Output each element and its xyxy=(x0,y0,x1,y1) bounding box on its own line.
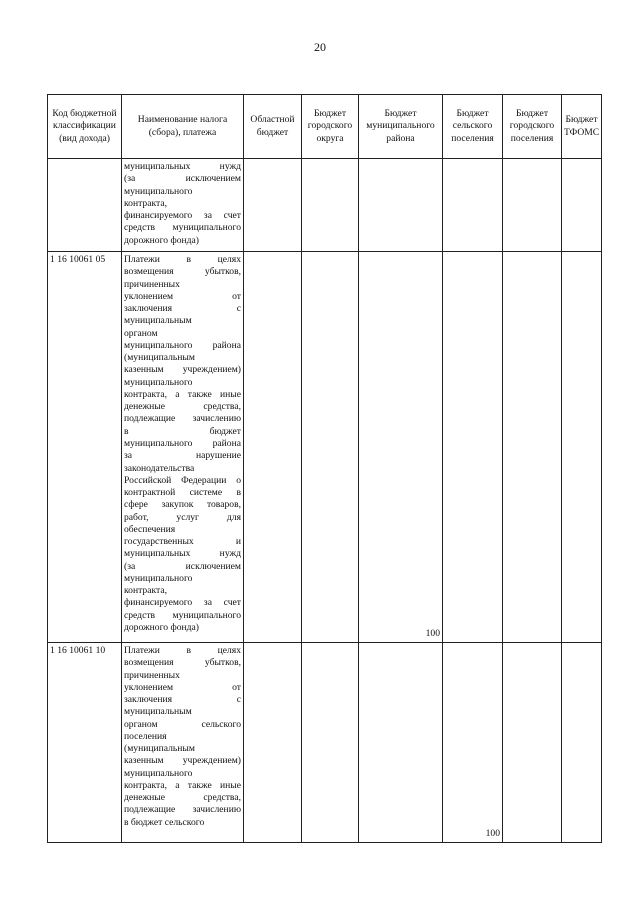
name-line: муниципальных нужд xyxy=(124,161,241,172)
cell-municipal-district xyxy=(359,159,443,252)
name-line: контракта, xyxy=(124,197,167,209)
cell-regional xyxy=(244,252,302,643)
row-code xyxy=(48,159,122,252)
name-line: уклонением от xyxy=(124,681,241,693)
header-municipal-district-budget: Бюджет муниципального района xyxy=(359,95,443,159)
name-line: причиненных xyxy=(124,669,180,681)
name-line: заключения с xyxy=(124,694,241,706)
name-line: работ, услуг для xyxy=(124,511,241,523)
name-line: законодательства xyxy=(124,462,195,474)
name-line: (муниципальным xyxy=(124,352,195,364)
name-line: Платежи в целях xyxy=(124,254,241,265)
name-line: средств муниципального xyxy=(124,609,241,621)
page-number: 20 xyxy=(314,40,326,54)
row-name xyxy=(122,252,244,643)
cell-city-district xyxy=(302,159,359,252)
cell-regional xyxy=(244,159,302,252)
cell-tfoms xyxy=(562,252,602,643)
name-line: Платежи в целях xyxy=(124,645,241,656)
name-line: муниципальным xyxy=(124,706,192,718)
table-row xyxy=(48,159,602,252)
table-row xyxy=(48,252,602,643)
header-code: Код бюджетной классификации (вид дохода) xyxy=(48,95,122,159)
name-line: органом xyxy=(124,327,158,339)
cell-tfoms xyxy=(562,159,602,252)
row-name xyxy=(122,643,244,843)
header-name: Наименование налога (сбора), платежа xyxy=(122,95,244,159)
row-code: 1 16 10061 05 xyxy=(48,252,122,643)
name-line: причиненных xyxy=(124,278,180,290)
name-line: контрактной системе в xyxy=(124,487,241,499)
name-line: уклонением от xyxy=(124,290,241,302)
name-line: муниципальным xyxy=(124,315,192,327)
name-line: государственных и xyxy=(124,536,241,548)
name-line: контракта, xyxy=(124,585,167,597)
cell-city-district xyxy=(302,252,359,643)
name-line: муниципального xyxy=(124,185,193,197)
name-line: финансируемого за счет xyxy=(124,597,241,609)
name-line: поселения xyxy=(124,730,167,742)
header-city-district-budget: Бюджет городского округа xyxy=(302,95,359,159)
name-line: контракта, а также иные xyxy=(124,779,241,791)
name-line: муниципального района xyxy=(124,437,241,449)
cell-urban-settlement xyxy=(503,643,562,843)
name-line: подлежащие зачислению xyxy=(124,413,241,425)
cell-urban-settlement xyxy=(503,159,562,252)
name-line: казенным учреждением) xyxy=(124,364,241,376)
name-line: за нарушение xyxy=(124,450,241,462)
header-urban-settlement-budget: Бюджет городского поселения xyxy=(503,95,562,159)
name-line: органом сельского xyxy=(124,718,241,730)
header-regional-budget: Областной бюджет xyxy=(244,95,302,159)
name-line: муниципального района xyxy=(124,339,241,351)
name-line: дорожного фонда) xyxy=(124,621,199,633)
name-line: денежные средства, xyxy=(124,792,241,804)
header-tfoms-budget: Бюджет ТФОМС xyxy=(562,95,602,159)
name-line: заключения с xyxy=(124,303,241,315)
name-line: сфере закупок товаров, xyxy=(124,499,241,511)
cell-rural-settlement xyxy=(443,252,503,643)
cell-tfoms xyxy=(562,643,602,843)
name-line: казенным учреждением) xyxy=(124,755,241,767)
cell-rural-settlement: 100 xyxy=(443,643,503,843)
name-line: в бюджет сельского xyxy=(124,816,205,828)
cell-regional xyxy=(244,643,302,843)
name-line: муниципального xyxy=(124,767,193,779)
name-line: (за исключением xyxy=(124,560,241,572)
cell-rural-settlement xyxy=(443,159,503,252)
name-line: финансируемого за счет xyxy=(124,210,241,222)
name-line: муниципальных нужд xyxy=(124,548,241,560)
name-line: возмещения убытков, xyxy=(124,657,241,669)
row-name xyxy=(122,159,244,252)
budget-classification-table xyxy=(47,94,602,843)
name-line: дорожного фонда) xyxy=(124,234,199,246)
name-line: контракта, а также иные xyxy=(124,388,241,400)
name-line: муниципального xyxy=(124,376,193,388)
table-row xyxy=(48,643,602,843)
name-line: (муниципальным xyxy=(124,743,195,755)
name-line: подлежащие зачислению xyxy=(124,804,241,816)
name-line: обеспечения xyxy=(124,523,176,535)
row-code: 1 16 10061 10 xyxy=(48,643,122,843)
name-line: денежные средства, xyxy=(124,401,241,413)
name-line: возмещения убытков, xyxy=(124,266,241,278)
cell-municipal-district xyxy=(359,643,443,843)
cell-city-district xyxy=(302,643,359,843)
header-rural-settlement-budget: Бюджет сельского поселения xyxy=(443,95,503,159)
cell-municipal-district: 100 xyxy=(359,252,443,643)
name-line: в бюджет xyxy=(124,425,241,437)
name-line: (за исключением xyxy=(124,173,241,185)
cell-urban-settlement xyxy=(503,252,562,643)
name-line: средств муниципального xyxy=(124,222,241,234)
name-line: муниципального xyxy=(124,572,193,584)
table-header-row xyxy=(48,95,602,159)
name-line: Российской Федерации о xyxy=(124,474,241,486)
